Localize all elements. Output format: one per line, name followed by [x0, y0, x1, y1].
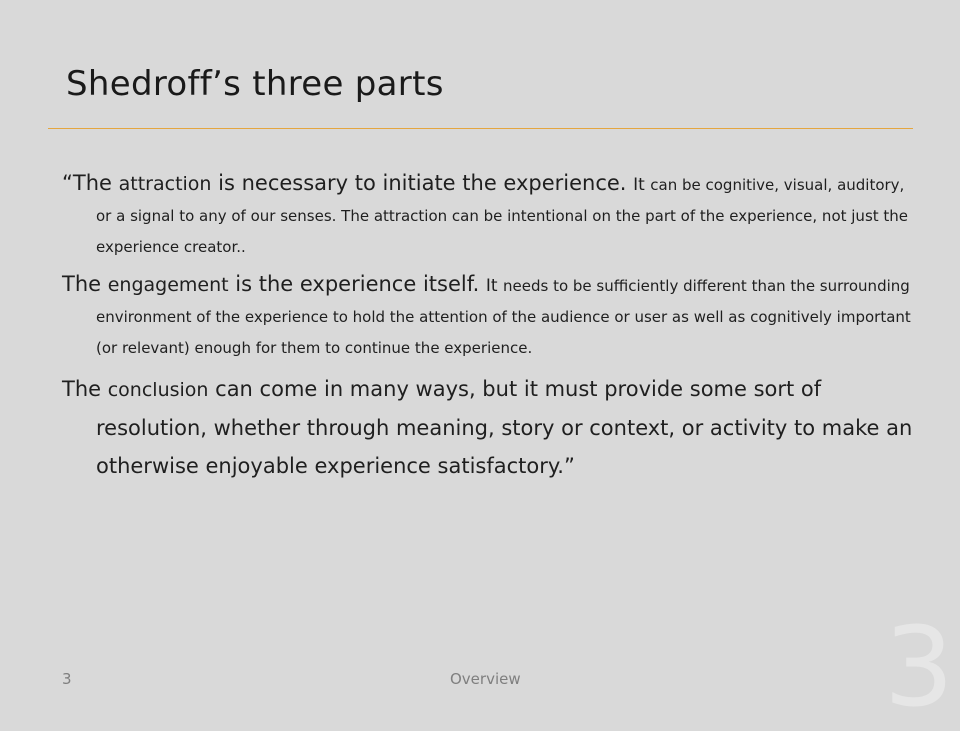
- paragraph-lead: [62, 171, 633, 195]
- paragraph-body: can come in many ways, but it must provide some sort of resolution, whether through meaning, story or context, or activity to make an otherwise enjoyable experience satisfactory.”: [96, 377, 913, 478]
- term-conclusion: conclusion: [107, 379, 209, 401]
- lead-mid: It: [633, 175, 651, 195]
- footer-label: Overview: [450, 670, 521, 688]
- slide-title: Shedroff’s three parts: [66, 64, 444, 104]
- paragraph-lead: [62, 272, 486, 296]
- title-divider: [48, 128, 913, 129]
- slide-number-watermark: 3: [884, 603, 954, 731]
- slide-body: [62, 168, 914, 491]
- paragraph-engagement: [62, 269, 914, 364]
- lead-rest: is necessary to initiate the experience.: [211, 171, 634, 195]
- lead-open: The: [62, 377, 108, 401]
- term-engagement: engagement: [107, 274, 229, 296]
- paragraph-body: needs to be sufficiently different than the surrounding environment of the experience to hold the attention of the audience or user as well as cognitively important (or relevant) enough for them to continue the experience.: [96, 277, 911, 357]
- paragraph-conclusion: [62, 370, 914, 485]
- slide-number: 3: [62, 670, 72, 688]
- paragraph-body: can be cognitive, visual, auditory, or a signal to any of our senses. The attraction can be intentional on the part of the experience, not just the experience creator..: [96, 176, 909, 256]
- lead-open: “The: [62, 171, 119, 195]
- lead-mid: It: [485, 276, 504, 296]
- lead-rest: is the experience itself.: [228, 272, 486, 296]
- term-attraction: attraction: [118, 173, 212, 195]
- paragraph-attraction: [62, 168, 914, 263]
- lead-open: The: [62, 272, 108, 296]
